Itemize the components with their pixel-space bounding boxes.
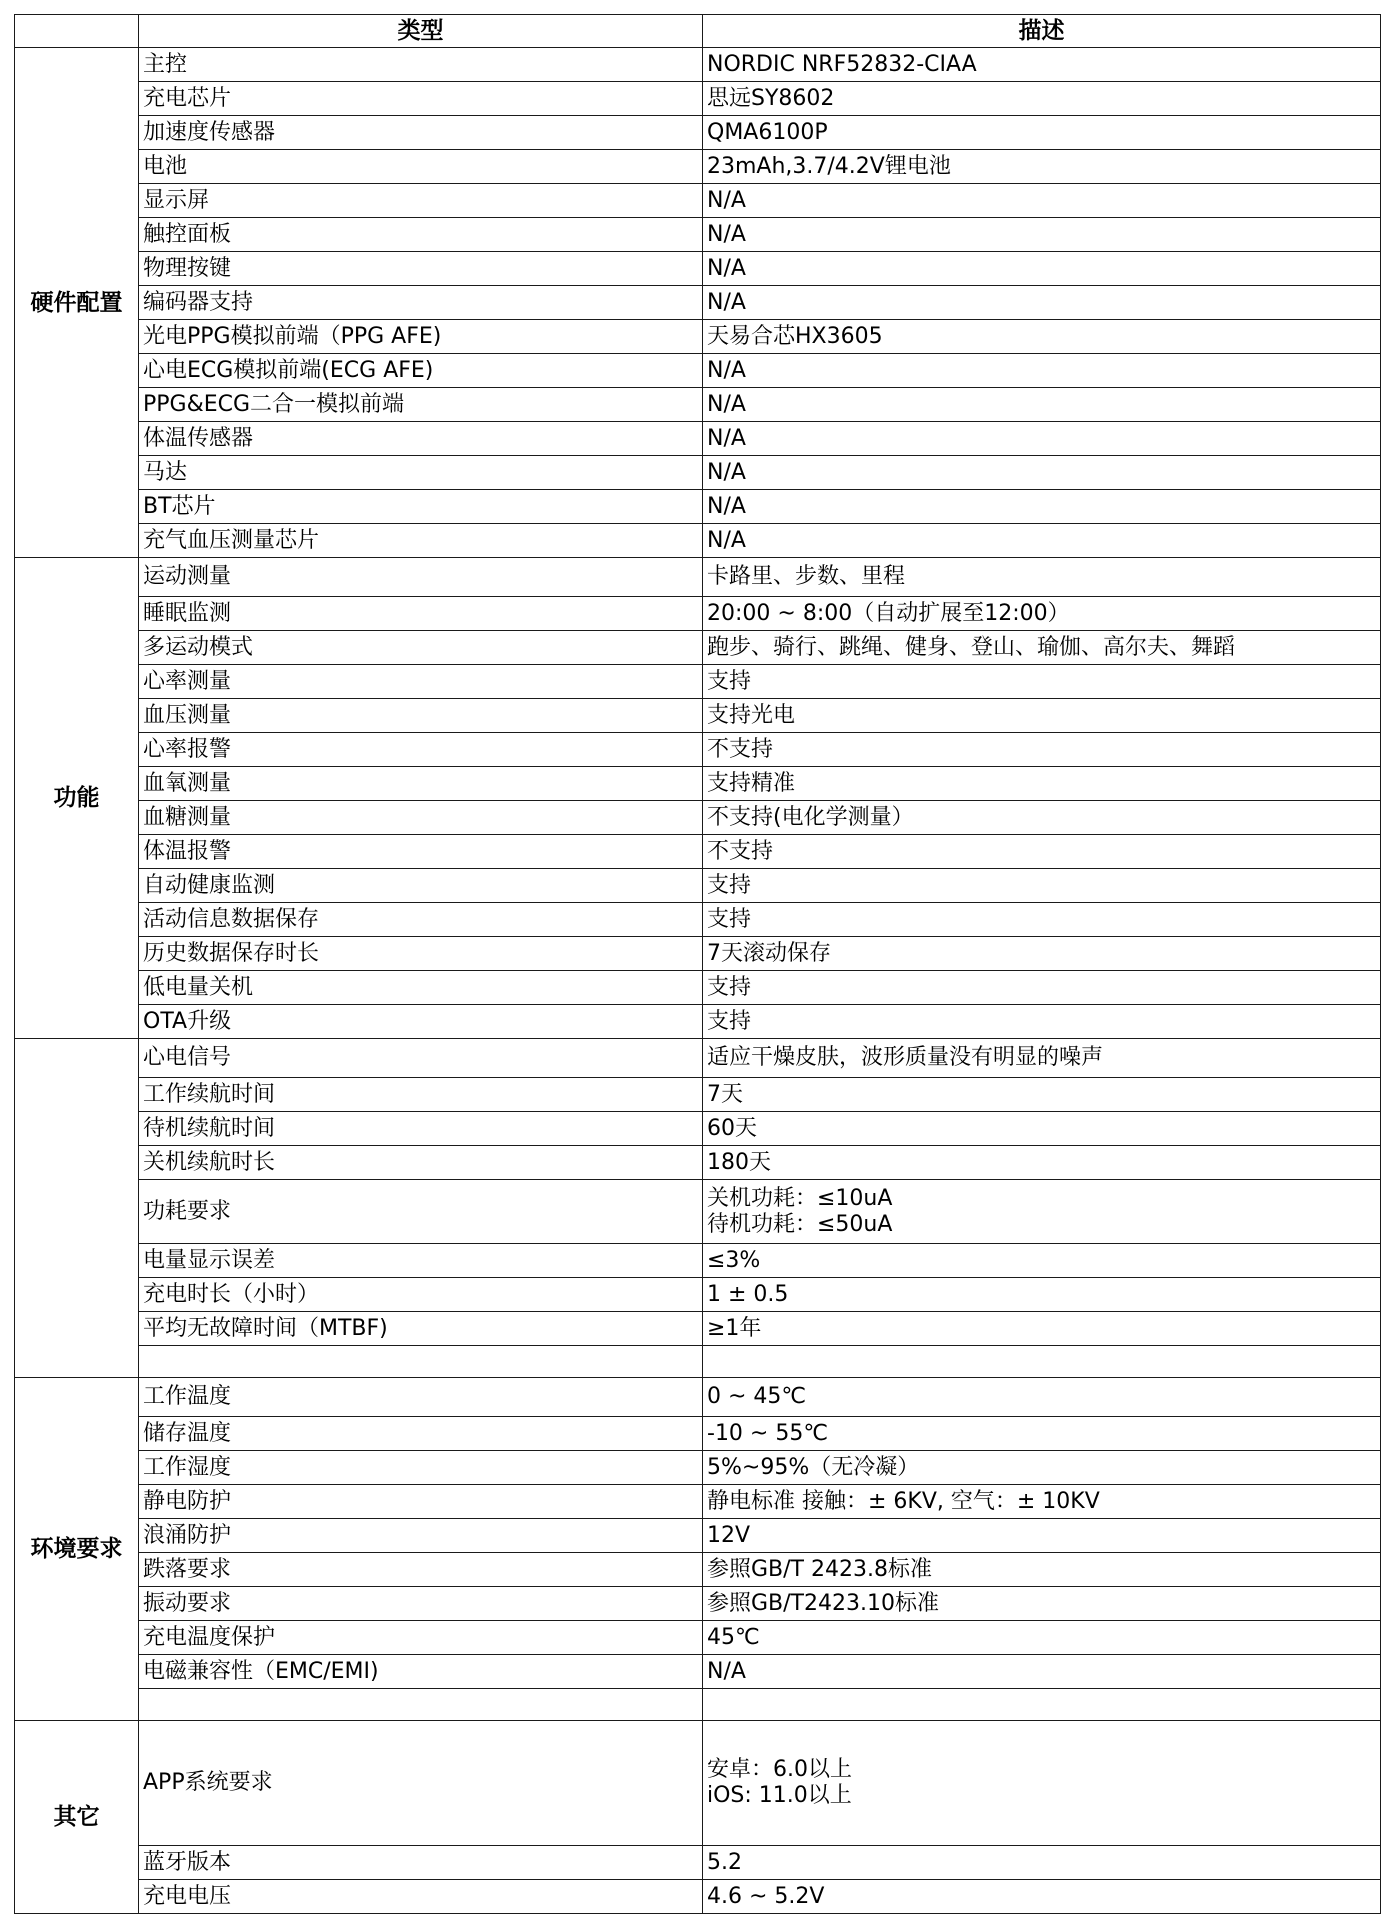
desc-cell	[703, 150, 1381, 184]
table-row	[15, 490, 1381, 524]
item-cell: 血压测量	[139, 699, 703, 733]
desc-cell	[703, 354, 1381, 388]
item-cell: 物理按键	[139, 252, 703, 286]
desc-line: 适应干燥皮肤，波形质量没有明显的噪声	[707, 1045, 1104, 1070]
table-row	[15, 116, 1381, 150]
desc-line: N/A	[707, 1658, 746, 1684]
group-label: 环境要求	[15, 1378, 139, 1721]
desc-cell	[703, 767, 1381, 801]
desc-cell	[703, 490, 1381, 524]
header-type-cell: 类型	[139, 15, 703, 48]
desc-line: NORDIC NRF52832-CIAA	[707, 51, 977, 77]
desc-cell	[703, 1244, 1381, 1278]
table-row	[15, 456, 1381, 490]
item-cell: 电磁兼容性（EMC/EMI)	[139, 1655, 703, 1689]
desc-line: 卡路里、步数、里程	[707, 564, 906, 589]
group-label: 其它	[15, 1721, 139, 1914]
table-row	[15, 150, 1381, 184]
item-cell: BT芯片	[139, 490, 703, 524]
desc-line: -10 ~ 55℃	[707, 1420, 829, 1446]
group-label: 功能	[15, 558, 139, 1039]
desc-cell	[703, 1553, 1381, 1587]
table-row	[15, 1005, 1381, 1039]
desc-cell	[703, 1312, 1381, 1346]
desc-line: ≤3%	[707, 1247, 761, 1273]
desc-line: ≥1年	[707, 1315, 762, 1341]
desc-line: 参照GB/T 2423.8标准	[707, 1556, 932, 1582]
table-row	[15, 1553, 1381, 1587]
desc-cell	[703, 665, 1381, 699]
table-header	[15, 15, 1381, 48]
table-row	[15, 835, 1381, 869]
item-cell: 功耗要求	[139, 1180, 703, 1244]
desc-cell	[703, 1587, 1381, 1621]
desc-line: N/A	[707, 357, 746, 383]
desc-line: 参照GB/T2423.10标准	[707, 1590, 939, 1616]
item-cell: 工作续航时间	[139, 1078, 703, 1112]
item-cell	[139, 1689, 703, 1721]
item-cell: 充电温度保护	[139, 1621, 703, 1655]
item-cell: 多运动模式	[139, 631, 703, 665]
item-cell: 关机续航时长	[139, 1146, 703, 1180]
item-cell: 静电防护	[139, 1485, 703, 1519]
item-cell: 蓝牙版本	[139, 1846, 703, 1880]
desc-cell	[703, 1039, 1381, 1078]
desc-cell	[703, 184, 1381, 218]
item-cell: 体温传感器	[139, 422, 703, 456]
item-cell: 工作温度	[139, 1378, 703, 1417]
item-cell: 电池	[139, 150, 703, 184]
desc-cell	[703, 631, 1381, 665]
item-cell: OTA升级	[139, 1005, 703, 1039]
desc-cell	[703, 1278, 1381, 1312]
desc-cell	[703, 1180, 1381, 1244]
table-row	[15, 1180, 1381, 1244]
table-body	[15, 48, 1381, 1914]
desc-cell	[703, 1519, 1381, 1553]
group-label: 硬件配置	[15, 48, 139, 558]
item-cell: 睡眠监测	[139, 597, 703, 631]
desc-line: N/A	[707, 187, 746, 213]
item-cell: 跌落要求	[139, 1553, 703, 1587]
item-cell: 工作湿度	[139, 1451, 703, 1485]
desc-cell	[703, 1689, 1381, 1721]
table-row	[15, 1519, 1381, 1553]
desc-cell	[703, 320, 1381, 354]
desc-cell	[703, 1451, 1381, 1485]
table-row	[15, 597, 1381, 631]
table-row	[15, 524, 1381, 558]
desc-cell	[703, 388, 1381, 422]
desc-line: 支持	[707, 668, 752, 694]
item-cell: PPG&ECG二合一模拟前端	[139, 388, 703, 422]
item-cell: 编码器支持	[139, 286, 703, 320]
item-cell: 血糖测量	[139, 801, 703, 835]
item-cell: 电量显示误差	[139, 1244, 703, 1278]
desc-line: N/A	[707, 425, 746, 451]
table-row	[15, 1880, 1381, 1914]
desc-cell	[703, 903, 1381, 937]
item-cell: 历史数据保存时长	[139, 937, 703, 971]
desc-cell	[703, 1485, 1381, 1519]
item-cell: 光电PPG模拟前端（PPG AFE)	[139, 320, 703, 354]
table-row	[15, 1587, 1381, 1621]
desc-line: 待机功耗：≤50uA	[707, 1211, 893, 1237]
desc-cell	[703, 801, 1381, 835]
desc-cell	[703, 971, 1381, 1005]
desc-line: QMA6100P	[707, 119, 828, 145]
item-cell	[139, 1346, 703, 1378]
desc-line: 跑步、骑行、跳绳、健身、登山、瑜伽、高尔夫、舞蹈	[707, 634, 1236, 660]
desc-line: 支持	[707, 974, 752, 1000]
desc-cell	[703, 597, 1381, 631]
table-row	[15, 388, 1381, 422]
table-row	[15, 1078, 1381, 1112]
table-row	[15, 184, 1381, 218]
desc-line: N/A	[707, 391, 746, 417]
desc-line: 支持	[707, 1008, 752, 1034]
table-row	[15, 1244, 1381, 1278]
desc-line: 安卓：6.0以上	[707, 1757, 852, 1782]
table-row	[15, 801, 1381, 835]
desc-cell	[703, 1846, 1381, 1880]
desc-line: 180天	[707, 1149, 771, 1175]
table-row	[15, 354, 1381, 388]
desc-cell	[703, 456, 1381, 490]
table-row	[15, 1346, 1381, 1378]
desc-line: 思远SY8602	[707, 85, 835, 111]
header-row	[15, 15, 1381, 48]
item-cell: 自动健康监测	[139, 869, 703, 903]
item-cell: 运动测量	[139, 558, 703, 597]
item-cell: 充电电压	[139, 1880, 703, 1914]
table-row	[15, 218, 1381, 252]
table-row	[15, 422, 1381, 456]
item-cell: 充气血压测量芯片	[139, 524, 703, 558]
table-row	[15, 1655, 1381, 1689]
desc-line: 不支持(电化学测量）	[707, 804, 914, 830]
desc-cell	[703, 422, 1381, 456]
item-cell: 主控	[139, 48, 703, 82]
item-cell: 显示屏	[139, 184, 703, 218]
spec-table	[14, 14, 1381, 1914]
desc-cell	[703, 218, 1381, 252]
item-cell: 心率测量	[139, 665, 703, 699]
table-row	[15, 631, 1381, 665]
desc-cell	[703, 252, 1381, 286]
desc-line: 20:00 ~ 8:00（自动扩展至12:00）	[707, 600, 1070, 626]
table-row	[15, 869, 1381, 903]
table-row	[15, 1846, 1381, 1880]
desc-line: 23mAh,3.7/4.2V锂电池	[707, 153, 951, 179]
item-cell: 浪涌防护	[139, 1519, 703, 1553]
desc-line: 支持精准	[707, 770, 796, 796]
item-cell: 平均无故障时间（MTBF)	[139, 1312, 703, 1346]
desc-line: 4.6 ~ 5.2V	[707, 1883, 825, 1909]
table-row	[15, 48, 1381, 82]
desc-line: 5%~95%（无冷凝）	[707, 1454, 920, 1480]
desc-line: 45℃	[707, 1624, 760, 1650]
desc-cell	[703, 1655, 1381, 1689]
desc-line: 不支持	[707, 838, 774, 864]
item-cell: 血氧测量	[139, 767, 703, 801]
desc-line: 7天滚动保存	[707, 940, 831, 966]
item-cell: 活动信息数据保存	[139, 903, 703, 937]
item-cell: 待机续航时间	[139, 1112, 703, 1146]
table-row	[15, 1378, 1381, 1417]
desc-cell	[703, 1078, 1381, 1112]
desc-cell	[703, 286, 1381, 320]
item-cell: 触控面板	[139, 218, 703, 252]
table-row	[15, 971, 1381, 1005]
desc-cell	[703, 1146, 1381, 1180]
item-cell: 充电芯片	[139, 82, 703, 116]
desc-line: 静电标准 接触：± 6KV, 空气：± 10KV	[707, 1488, 1100, 1514]
header-desc-cell: 描述	[703, 15, 1381, 48]
table-row	[15, 733, 1381, 767]
desc-line: N/A	[707, 459, 746, 485]
desc-cell	[703, 1005, 1381, 1039]
desc-cell	[703, 733, 1381, 767]
table-row	[15, 767, 1381, 801]
desc-line: N/A	[707, 289, 746, 315]
item-cell: 心率报警	[139, 733, 703, 767]
desc-cell	[703, 937, 1381, 971]
desc-line: 60天	[707, 1115, 757, 1141]
desc-cell	[703, 48, 1381, 82]
item-cell: 体温报警	[139, 835, 703, 869]
desc-cell	[703, 699, 1381, 733]
desc-line: 不支持	[707, 736, 774, 762]
desc-line: 7天	[707, 1081, 743, 1107]
desc-cell	[703, 1417, 1381, 1451]
table-row	[15, 1451, 1381, 1485]
item-cell: 心电ECG模拟前端(ECG AFE)	[139, 354, 703, 388]
desc-line: 1 ± 0.5	[707, 1281, 789, 1307]
table-row	[15, 320, 1381, 354]
desc-line: 关机功耗：≤10uA	[707, 1185, 893, 1211]
desc-line: iOS: 11.0以上	[707, 1783, 852, 1808]
item-cell: 储存温度	[139, 1417, 703, 1451]
table-row	[15, 286, 1381, 320]
table-row	[15, 252, 1381, 286]
desc-cell	[703, 835, 1381, 869]
item-cell: 心电信号	[139, 1039, 703, 1078]
table-row	[15, 1146, 1381, 1180]
table-row	[15, 665, 1381, 699]
table-row	[15, 1721, 1381, 1846]
table-row	[15, 1417, 1381, 1451]
desc-line: 12V	[707, 1522, 751, 1548]
table-row	[15, 1278, 1381, 1312]
desc-cell	[703, 1346, 1381, 1378]
desc-cell	[703, 1621, 1381, 1655]
header-group-cell	[15, 15, 139, 48]
desc-cell	[703, 869, 1381, 903]
group-label	[15, 1039, 139, 1378]
item-cell: 加速度传感器	[139, 116, 703, 150]
desc-line: N/A	[707, 255, 746, 281]
desc-line: N/A	[707, 221, 746, 247]
desc-cell	[703, 524, 1381, 558]
table-row	[15, 903, 1381, 937]
desc-line: 支持光电	[707, 702, 796, 728]
desc-cell	[703, 558, 1381, 597]
table-row	[15, 1621, 1381, 1655]
table-row	[15, 1485, 1381, 1519]
table-row	[15, 558, 1381, 597]
desc-line: N/A	[707, 493, 746, 519]
item-cell: 充电时长（小时）	[139, 1278, 703, 1312]
desc-line: N/A	[707, 527, 746, 553]
desc-cell	[703, 116, 1381, 150]
desc-cell	[703, 1112, 1381, 1146]
table-row	[15, 1312, 1381, 1346]
desc-line: 5.2	[707, 1849, 742, 1875]
item-cell: 马达	[139, 456, 703, 490]
desc-cell	[703, 1880, 1381, 1914]
table-row	[15, 82, 1381, 116]
item-cell: 低电量关机	[139, 971, 703, 1005]
desc-cell	[703, 1378, 1381, 1417]
desc-cell	[703, 1721, 1381, 1846]
table-row	[15, 1112, 1381, 1146]
table-row	[15, 1039, 1381, 1078]
item-cell: APP系统要求	[139, 1721, 703, 1846]
desc-line: 支持	[707, 872, 752, 898]
desc-line: 天易合芯HX3605	[707, 323, 883, 349]
table-row	[15, 937, 1381, 971]
table-row	[15, 699, 1381, 733]
table-row	[15, 1689, 1381, 1721]
item-cell: 振动要求	[139, 1587, 703, 1621]
desc-line: 0 ~ 45℃	[707, 1384, 807, 1409]
desc-line: 支持	[707, 906, 752, 932]
desc-cell	[703, 82, 1381, 116]
